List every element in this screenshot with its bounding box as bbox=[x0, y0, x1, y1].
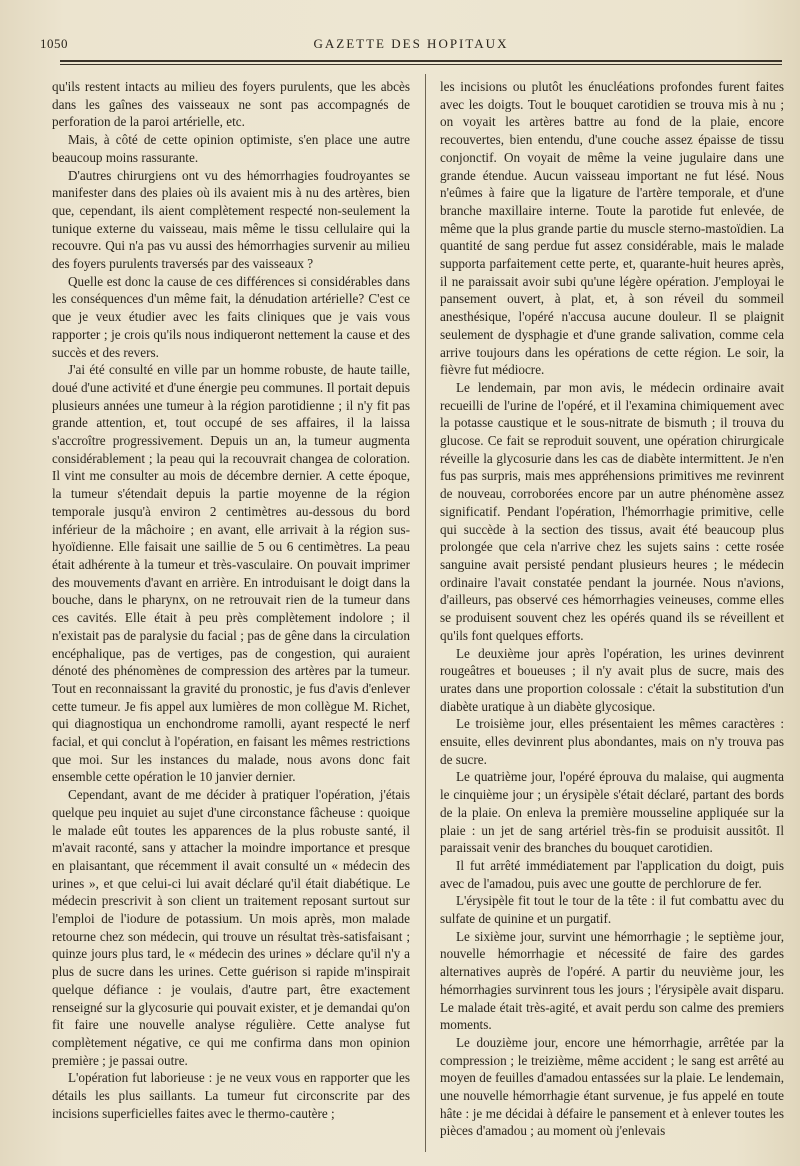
paragraph: D'autres chirurgiens ont vu des hémorrhagies foudroyantes se manifester dans des plaies où ils avaient mis à nu des artères, bien que, cependant, ils aient complètement respecté non-seulement la tunique externe du vaisseau, mais même le tissu cellulaire qui la recouvre. Qui n'a pas vu aussi des hémorrhagies survenir au milieu des foyers purulents traversés par des vaisseaux ? bbox=[52, 167, 410, 272]
paragraph: Il fut arrêté immédiatement par l'application du doigt, puis avec de l'amadou, puis avec une goutte de perchlorure de fer. bbox=[440, 857, 784, 891]
paragraph: Le sixième jour, survint une hémorrhagie ; le septième jour, nouvelle hémorrhagie et nécessité de faire des gardes alternatives auprès de l'opéré. A partir du neuvième jour, les hémorrhagies survinrent tous les jours ; l'érysipèle avait disparu. Le malade était très-agité, et avait perdu son calme des premiers moments. bbox=[440, 928, 784, 1033]
journal-title: GAZETTE DES HOPITAUX bbox=[313, 36, 509, 51]
column-divider bbox=[425, 74, 426, 1152]
page-number: 1050 bbox=[40, 36, 68, 51]
paragraph: Quelle est donc la cause de ces différences si considérables dans les conséquences d'un même fait, la dénudation artérielle? C'est ce que je veux étudier avec les faits cliniques que je vais vous rapporter ; je crois qu'ils nous indiqueront nettement la cause et des succès et des revers. bbox=[52, 273, 410, 360]
paragraph: Mais, à côté de cette opinion optimiste, s'en place une autre beaucoup moins rassurante. bbox=[52, 132, 410, 165]
paragraph: Le quatrième jour, l'opéré éprouva du malaise, qui augmenta le cinquième jour ; un érysipèle s'était déclaré, partant des bords de la plaie. On enleva la première mousseline appliquée sur la plaie : un jet de sang artériel très-fin se produisit aussitôt. Il paraissait venir des branches du bouquet carotidien. bbox=[440, 769, 784, 856]
paragraph: L'érysipèle fit tout le tour de la tête : il fut combattu avec du sulfate de quinine et un purgatif. bbox=[440, 893, 784, 927]
paragraph: Le lendemain, par mon avis, le médecin ordinaire avait recueilli de l'urine de l'opéré, et il l'examina chimiquement avec la potasse caustique et le sous-nitrate de bismuth ; il trouva du glucose. Ce fait se reproduit souvent, une opération chirurgicale réveille la glycosurie dans les cas de diabète intermittent. Je n'en fus pas surpris, mais mes appréhensions primitives me revinrent de nouveau, corroborées encore par un autre phénomène assez significatif. Pendant l'opération, l'hémorrhagie primitive, celle qui succède à la section des tissus, avait été beaucoup plus prolongée que cela n'arrive chez les sujets sains : cette rosée sanguine avait persisté pendant plusieurs heures ; le médecin ordinaire l'avait constatée pendant la journée. Nous n'avions, d'ailleurs, pas observé ces hémorrhagies veineuses, comme elles se produisent souvent chez les opérés quand ils se réveillent et qu'ils font quelques efforts. bbox=[440, 379, 784, 643]
paragraph: Cependant, avant de me décider à pratiquer l'opération, j'étais quelque peu inquiet au sujet d'une circonstance fâcheuse : quoique le malade eût toutes les apparences de la plus robuste santé, il m'avait raconté, sans y attacher la moindre importance et presque en plaisantant, que récemment il avait consulté un « médecin des urines », et que celui-ci lui avait déclaré qu'il était diabétique. Le médecin prescrivit à son client un traitement reposant surtout sur l'emploi de l'iodure de potassium. Un mois après, mon malade retourne chez son médecin, qui trouve un résultat très-satisfaisant ; quinze jours plus tard, le « médecin des urines » déclare qu'il n'y a plus de sucre dans les urines. Cette guérison si rapide m'inspirait quelque défiance : je voulais, d'autre part, être exactement renseigné sur la glycosurie qui pouvait exister, et je demandai qu'on fit faire une nouvelle analyse régulière. Cette analyse fut complètement négative, ce qui me confirma dans mon opinion première ; je passai outre. bbox=[52, 787, 410, 1068]
page-header bbox=[40, 36, 782, 62]
paragraph: J'ai été consulté en ville par un homme robuste, de haute taille, doué d'une activité et d'une énergie peu communes. Il portait depuis plusieurs années une tumeur à la région parotidienne ; il n'y fit pas grande attention, et, tout occupé de ses affaires, il la laissa s'accroître progressivement. Depuis un an, la tumeur augmenta considérablement ; la peau qui la recouvrait changea de coloration. Il vint me consulter au mois de décembre dernier. A cette époque, la tumeur s'étendait depuis la partie moyenne de la région temporale jusqu'à environ 2 centimètres au-dessous du bord inférieur de la mâchoire ; en avant, elle arrivait à la région sus-hyoïdienne. Elle faisait une saillie de 5 ou 6 centimètres. La peau était adhérente à la tumeur et très-vasculaire. On pouvait imprimer des mouvements d'avant en arrière. En introduisant le doigt dans la bouche, dans le pharynx, on ne retrouvait rien de la tumeur dans ces cavités. Elle était à peu près complètement indolore ; il n'existait pas de paralysie du facial ; pas de gêne dans la circulation encéphalique, pas de vertiges, pas de congestion, qui auraient dénoté des phénomènes de compression des artères par la tumeur. Tout en reconnaissant la gravité du pronostic, je fus d'avis d'enlever cette tumeur. Je fis appel aux lumières de mon collègue M. Richet, qui diagnostiqua un enchondrome ramolli, ayant respecté le nerf facial, et qui conclut à l'opération, en faisant les mêmes restrictions que moi. Sur les instances du malade, nous avons donc fait ensemble cette opération le 10 janvier dernier. bbox=[52, 362, 410, 785]
paragraph: qu'ils restent intacts au milieu des foyers purulents, que les abcès dans les gaînes des vaisseaux ne sont pas accompagnés de perforation de la paroi artérielle, etc. bbox=[52, 79, 410, 130]
paragraph: Le deuxième jour après l'opération, les urines devinrent rougeâtres et boueuses ; il n'y avait plus de sucre, mais des urates dans une proportion colossale : c'était la substitution d'un diabète uratique à un diabète glycosique. bbox=[440, 645, 784, 714]
paragraph: Le troisième jour, elles présentaient les mêmes caractères : ensuite, elles devinrent plus abondantes, mais on n'y trouva pas de sucre. bbox=[440, 716, 784, 767]
left-column bbox=[52, 78, 410, 1122]
right-column bbox=[440, 78, 784, 1140]
paragraph: Le douzième jour, encore une hémorrhagie, arrêtée par la compression ; le treizième, même accident ; le sang est arrêté au moyen de feuilles d'amadou entassées sur la plaie. Le lendemain, une nouvelle hémorrhagie étant survenue, je fus appelé en toute hâte : je me décidai à défaire le pansement et à enlever toutes les pièces d'amadou ; au moment où j'enlevais bbox=[440, 1034, 784, 1139]
header-rule bbox=[60, 60, 782, 62]
paragraph: les incisions ou plutôt les énucléations profondes furent faites avec les doigts. Tout le bouquet carotidien se trouva mis à nu ; on voyait les artères battre au fond de la plaie, encore recouvertes, bien entendu, d'une couche assez épaisse de tissu conjonctif. On voyait de même la veine jugulaire dans une grande étendue. Aucun vaisseau important ne fut lésé. Nous n'eûmes à faire que la ligature de l'artère temporale, et d'une branche maxillaire interne. Toute la parotide fut enlevée, de même que la plus grande partie du muscle sterno-mastoïdien. La quantité de sang perdue fut assez considérable, mais le malade supporta parfaitement cette perte, et, quarante-huit heures après, il ne paraissait avoir subi qu'une légère opération. J'employai le pansement ouvert, à plat, et, à son réveil du sommeil anesthésique, l'opéré n'accusa aucune douleur. Il se plaignit seulement de dysphagie et d'une grande salivation, comme cela arrive toujours dans les opérations de cette région. Le soir, la fièvre fut médiocre. bbox=[440, 79, 784, 378]
header-rule-thin bbox=[60, 64, 782, 65]
paragraph: L'opération fut laborieuse : je ne veux vous en rapporter que les détails les plus saillants. La tumeur fut circonscrite par des incisions superficielles faites avec le thermo-cautère ; bbox=[52, 1070, 410, 1121]
